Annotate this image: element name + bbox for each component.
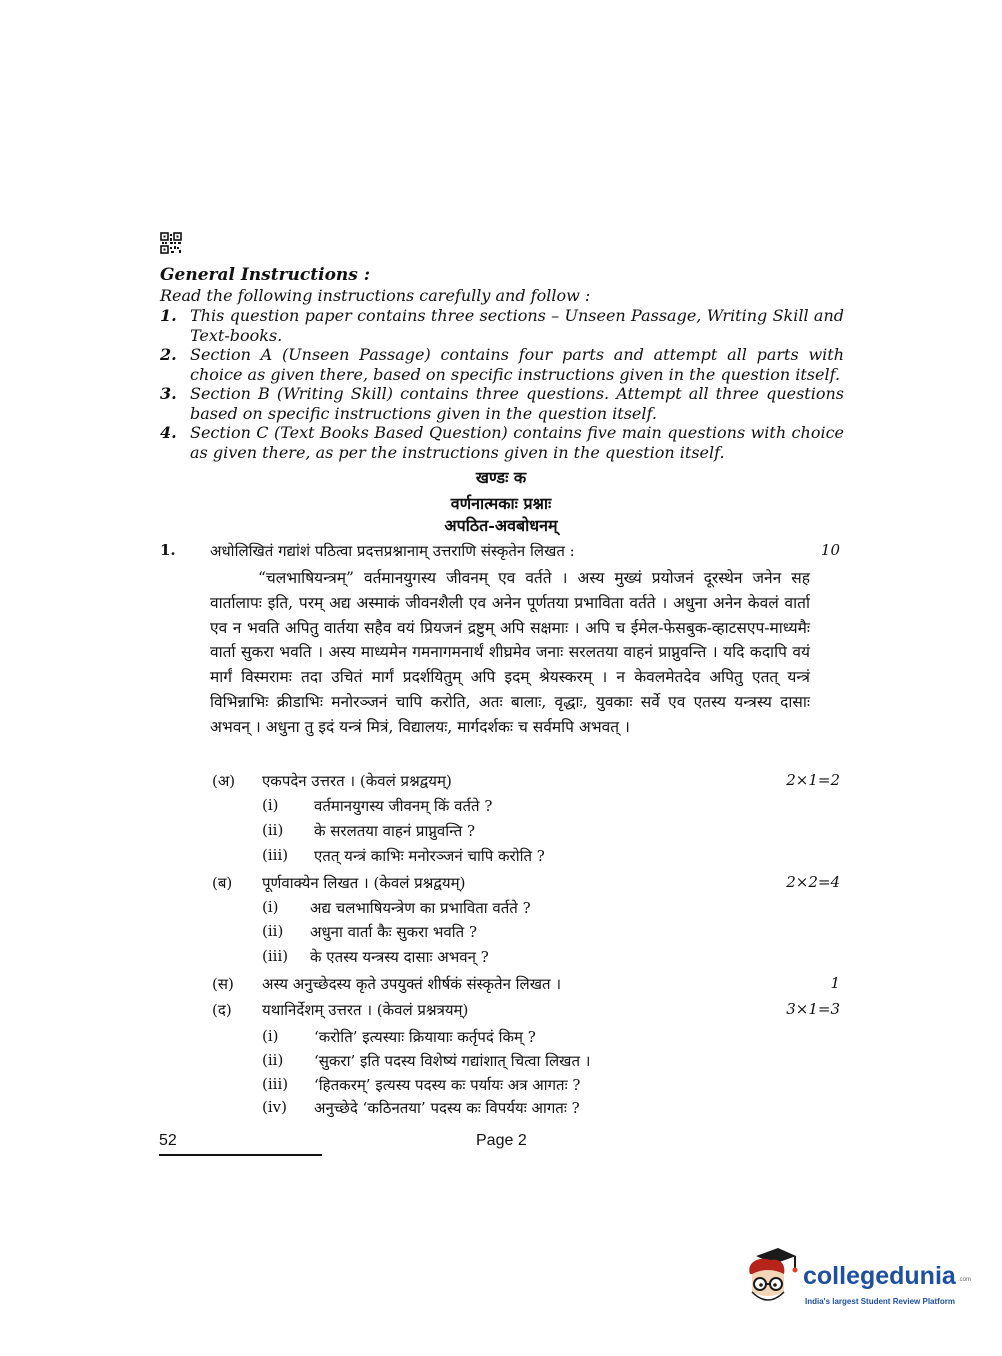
instruction-text: Section C (Text Books Based Question) contains five main questions with choice as given there, as per the instructions given in the question itself. [190, 423, 844, 462]
sub-question-number: (ii) [262, 1051, 284, 1069]
sub-question-text: ‘करोति’ इत्यस्याः क्रियायाः कर्तृपदं किम् ? [314, 1028, 536, 1046]
brand-name: collegedunia [803, 1262, 956, 1290]
part-marks: 3×1=3 [786, 1000, 840, 1018]
part-label: (द) [212, 1001, 232, 1019]
part-title: पूर्णवाक्येन लिखत । (केवलं प्रश्नद्वयम्) [262, 874, 466, 892]
sub-question-text: अद्य चलभाषियन्त्रेण का प्रभाविता वर्तते ? [310, 899, 531, 917]
sub-question-text: अनुच्छेदे ‘कठिनतया’ पदस्य कः विपर्ययः आगतः ? [314, 1099, 580, 1117]
instruction-text: This question paper contains three sections – Unseen Passage, Writing Skill and Text-books. [190, 306, 844, 345]
instruction-item [160, 345, 844, 384]
sub-question-text: के सरलतया वाहनं प्राप्नुवन्ति ? [314, 822, 476, 840]
instruction-text: Section B (Writing Skill) contains three questions. Attempt all three questions based on specific instructions given in the question itself. [190, 384, 844, 423]
part-marks: 2×2=4 [786, 873, 840, 891]
footer-rule [159, 1154, 322, 1156]
part-marks: 1 [830, 974, 840, 992]
part-title: यथानिर्देशम् उत्तरत । (केवलं प्रश्नत्रयम्) [262, 1001, 469, 1019]
question-number: 1. [160, 541, 176, 559]
part-label: (अ) [212, 772, 236, 790]
brand-domain: .com [958, 1277, 972, 1283]
general-instructions-intro: Read the following instructions carefully and follow : [160, 286, 591, 305]
instruction-item [160, 384, 844, 423]
sub-question-number: (iii) [262, 947, 289, 965]
page-number: Page 2 [476, 1132, 527, 1149]
qr-code-icon [160, 232, 182, 254]
instruction-text: Section A (Unseen Passage) contains four parts and attempt all parts with choice as given there, based on specific instructions given in the question itself. [190, 345, 844, 384]
sub-question-number: (iv) [262, 1098, 287, 1116]
question-instruction: अधोलिखितं गद्यांशं पठित्वा प्रदत्तप्रश्नानाम् उत्तराणि संस्कृतेन लिखत : [210, 542, 575, 560]
page-code: 52 [159, 1132, 177, 1149]
instruction-number: 4. [160, 423, 177, 442]
sub-question-number: (ii) [262, 821, 284, 839]
question-marks: 10 [820, 541, 840, 559]
part-title: एकपदेन उत्तरत । (केवलं प्रश्नद्वयम्) [262, 772, 452, 790]
sub-question-text: एतत् यन्त्रं काभिः मनोरञ्जनं चापि करोति ? [314, 847, 545, 865]
part-marks: 2×1=2 [786, 771, 840, 789]
student-mascot-icon [744, 1248, 802, 1310]
instruction-item [160, 306, 844, 345]
sub-question-number: (iii) [262, 1075, 289, 1093]
passage-text: “चलभाषियन्त्रम्” वर्तमानयुगस्य जीवनम् एव वर्तते । अस्य मुख्यं प्रयोजनं दूरस्थेन जनेन सह वार्तालापः इति, परम् अद्य अस्माकं जीवनशैली एव अनेन पूर्णतया प्रभाविता वर्तते । अधुना अनेन केवलं वार्ता एव न भवति अपितु वार्तया सहैव वयं प्रियजनं द्रष्टुम् अपि सक्षमाः । अपि च ईमेल-फेसबुक-व्हाटसएप-माध्यमैः वार्ता सुकरा भवति । अस्य माध्यमेन गमनागमनार्थं शीघ्रमेव जनाः सरलतया वाहनं प्राप्नुवन्ति । यदि कदापि वयं मार्गं विस्मरामः तदा उचितं मार्गं प्रदर्शयितुम् अपि इदम् श्रेयस्करम् । न केवलमेतदेव अपितु एतत् यन्त्रं विभिन्नाभिः क्रीडाभिः मनोरञ्जनं चापि करोति, अतः बालाः, वृद्धाः, युवकाः सर्वे एव एतस्य यन्त्रस्य दासाः अभवन् । अधुना तु इदं यन्त्रं मित्रं, विद्यालयः, मार्गदर्शकः च सर्वमपि अभवत् । [210, 569, 810, 736]
sub-question-number: (ii) [262, 922, 284, 940]
sub-question-text: के एतस्य यन्त्रस्य दासाः अभवन् ? [310, 948, 489, 966]
part-label: (स) [212, 975, 234, 993]
section-heading: खण्डः क [475, 468, 527, 487]
instruction-number: 3. [160, 384, 177, 403]
sub-question-number: (iii) [262, 846, 289, 864]
instruction-item [160, 423, 844, 462]
brand-tagline: India's largest Student Review Platform [805, 1297, 955, 1306]
sub-question-number: (i) [262, 1027, 279, 1045]
sub-question-number: (i) [262, 898, 279, 916]
sub-question-number: (i) [262, 796, 279, 814]
instruction-number: 1. [160, 306, 177, 325]
sub-question-text: अधुना वार्ता कैः सुकरा भवति ? [310, 923, 477, 941]
instruction-number: 2. [160, 345, 177, 364]
sub-question-text: ‘सुकरा’ इति पदस्य विशेष्यं गद्यांशात् चित्वा लिखत । [314, 1052, 591, 1070]
section-subheading: वर्णनात्मकाः प्रश्नाः [450, 494, 552, 513]
sub-question-text: वर्तमानयुगस्य जीवनम् किं वर्तते ? [314, 797, 493, 815]
part-title: अस्य अनुच्छेदस्य कृते उपयुक्तं शीर्षकं संस्कृतेन लिखत । [262, 975, 561, 993]
passage [210, 566, 810, 740]
general-instructions-title: General Instructions : [160, 265, 371, 285]
section-subheading-2: अपठित-अवबोधनम् [444, 516, 558, 535]
sub-question-text: ‘हितकरम्’ इत्यस्य पदस्य कः पर्यायः अत्र आगतः ? [314, 1076, 581, 1094]
part-label: (ब) [212, 874, 233, 892]
